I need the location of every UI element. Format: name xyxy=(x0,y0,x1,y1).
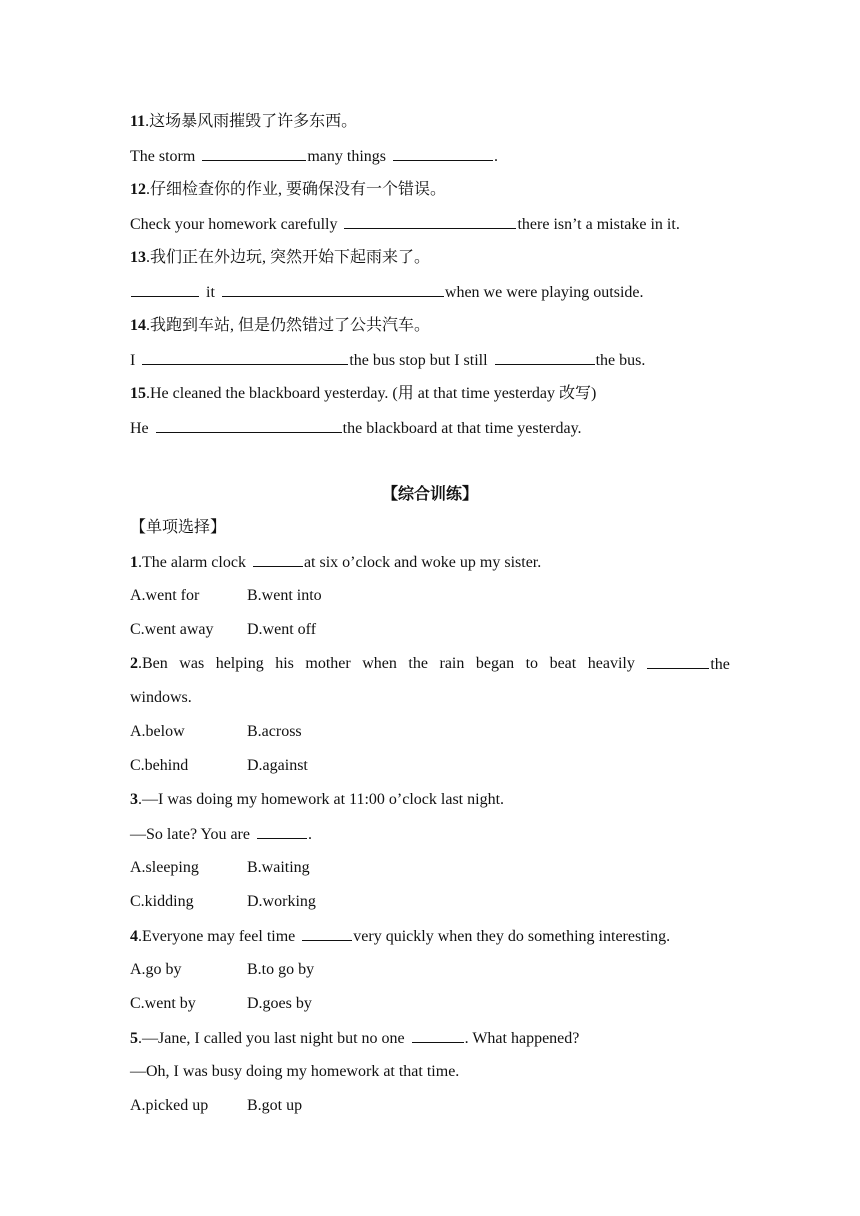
mc2-word: heavily xyxy=(587,655,635,672)
mc3-stem-text-1: .—I was doing my homework at 11:00 o’clock last night. xyxy=(138,791,505,808)
q15-text-2: the blackboard at that time yesterday. xyxy=(342,420,582,437)
mc2-blank-group xyxy=(646,654,730,675)
mc5-stem-text-1: .—Jane, I called you last night but no one xyxy=(138,1030,405,1047)
mc5-blank[interactable] xyxy=(412,1028,464,1043)
mc2-word: beat xyxy=(549,655,577,672)
mc4-option-a[interactable]: A.go by xyxy=(130,961,182,978)
mc5-stem-text-2: . What happened? xyxy=(464,1030,580,1047)
section-title: 【综合训练】 xyxy=(381,486,478,503)
subsection-title: 【单项选择】 xyxy=(130,519,227,536)
mc2-options-row-1 xyxy=(130,722,730,742)
mc1-option-a[interactable]: A.went for xyxy=(130,587,200,604)
q11-text-1: The storm xyxy=(130,148,196,165)
q13-prompt xyxy=(130,248,730,268)
mc3-options-row-2 xyxy=(130,892,730,912)
q12-number: 12 xyxy=(130,181,146,198)
mc2-option-a[interactable]: A.below xyxy=(130,723,185,740)
q11-chinese: .这场暴风雨摧毁了许多东西。 xyxy=(145,113,358,130)
q12-text-1: Check your homework carefully xyxy=(130,216,338,233)
q15-answer-line xyxy=(130,418,730,439)
q13-text-2: when we were playing outside. xyxy=(444,284,644,301)
q15-text: .He cleaned the blackboard yesterday. (用 at that time yesterday 改写) xyxy=(146,385,597,402)
q11-blank-2[interactable] xyxy=(393,146,493,161)
mc1-stem-text-1: .The alarm clock xyxy=(138,554,246,571)
mc3-blank[interactable] xyxy=(257,824,307,839)
mc3-number: 3 xyxy=(130,791,138,808)
q11-text-3: . xyxy=(494,148,498,165)
mc4-options-row-2 xyxy=(130,994,730,1014)
mc2-word: mother xyxy=(305,655,351,672)
q14-blank-2[interactable] xyxy=(495,350,595,365)
mc3-reply-end: . xyxy=(307,826,312,843)
q14-text-1: I xyxy=(130,352,136,369)
q14-prompt xyxy=(130,316,730,336)
mc2-options-row-2 xyxy=(130,756,730,776)
mc4-blank[interactable] xyxy=(302,926,352,941)
q12-answer-line xyxy=(130,214,730,235)
mc1-blank[interactable] xyxy=(253,552,303,567)
mc2-word-the: the xyxy=(710,656,730,673)
mc2-word: was xyxy=(179,655,205,672)
q15-blank-1[interactable] xyxy=(156,418,342,433)
q12-blank-1[interactable] xyxy=(344,214,516,229)
mc2-first-word: 2.Ben xyxy=(130,655,168,672)
mc3-options-row-1 xyxy=(130,858,730,878)
q13-number: 13 xyxy=(130,249,146,266)
mc3-reply xyxy=(130,824,730,845)
mc4-stem xyxy=(130,926,730,947)
mc3-option-c[interactable]: C.kidding xyxy=(130,893,194,910)
mc5-number: 5 xyxy=(130,1030,138,1047)
mc2-option-b[interactable]: B.across xyxy=(247,723,302,740)
mc2-option-d[interactable]: D.against xyxy=(247,757,308,774)
mc5-option-b[interactable]: B.got up xyxy=(247,1097,303,1114)
mc2-option-c[interactable]: C.behind xyxy=(130,757,189,774)
q12-prompt xyxy=(130,180,730,200)
mc2-word: when xyxy=(362,655,397,672)
q11-number: 11 xyxy=(130,113,146,130)
mc2-number: 2 xyxy=(130,655,138,672)
mc4-number: 4 xyxy=(130,928,138,945)
q12-text-2: there isn’t a mistake in it. xyxy=(517,216,680,233)
mc4-option-d[interactable]: D.goes by xyxy=(247,995,312,1012)
mc5-stem xyxy=(130,1028,730,1049)
q15-prompt xyxy=(130,384,730,404)
q11-answer-line xyxy=(130,146,730,167)
mc1-number: 1 xyxy=(130,554,138,571)
q11-blank-1[interactable] xyxy=(202,146,306,161)
mc3-reply-text: —So late? You are xyxy=(130,826,250,843)
mc2-blank[interactable] xyxy=(647,654,709,669)
mc5-options-row-1 xyxy=(130,1096,730,1116)
q13-text-1: it xyxy=(206,284,215,301)
q13-blank-2[interactable] xyxy=(222,282,444,297)
q12-chinese: .仔细检查你的作业, 要确保没有一个错误。 xyxy=(146,181,447,198)
mc4-options-row-1 xyxy=(130,960,730,980)
mc4-option-c[interactable]: C.went by xyxy=(130,995,196,1012)
mc3-option-d[interactable]: D.working xyxy=(247,893,316,910)
mc4-option-b[interactable]: B.to go by xyxy=(247,961,315,978)
q15-text-1: He xyxy=(130,420,149,437)
mc1-options-row-1 xyxy=(130,586,730,606)
mc4-stem-text-2: very quickly when they do something interesting. xyxy=(353,928,671,945)
q13-chinese: .我们正在外边玩, 突然开始下起雨来了。 xyxy=(146,249,431,266)
mc2-stem-cont: windows. xyxy=(130,689,192,706)
q11-text-2: many things xyxy=(307,148,386,165)
q14-blank-1[interactable] xyxy=(142,350,348,365)
q11-prompt xyxy=(130,112,730,132)
mc2-word: Ben xyxy=(142,655,168,672)
mc2-word: rain xyxy=(439,655,465,672)
q14-text-2: the bus stop but I still xyxy=(349,352,488,369)
mc1-stem-text-2: at six o’clock and woke up my sister. xyxy=(303,554,542,571)
mc2-word: to xyxy=(525,655,539,672)
mc3-option-a[interactable]: A.sleeping xyxy=(130,859,199,876)
mc2-word: the xyxy=(408,655,428,672)
q13-blank-1[interactable] xyxy=(131,282,199,297)
mc2-word: his xyxy=(275,655,294,672)
q14-number: 14 xyxy=(130,317,146,334)
mc4-stem-text-1: .Everyone may feel time xyxy=(138,928,296,945)
q14-text-3: the bus. xyxy=(595,352,646,369)
mc2-word: began xyxy=(475,655,515,672)
mc1-stem xyxy=(130,552,730,573)
mc2-word: helping xyxy=(215,655,264,672)
mc5-option-a[interactable]: A.picked up xyxy=(130,1097,209,1114)
mc2-stem xyxy=(130,654,730,675)
q14-answer-line xyxy=(130,350,730,371)
mc3-option-b[interactable]: B.waiting xyxy=(247,859,310,876)
q13-answer-line xyxy=(130,282,730,303)
mc5-reply: —Oh, I was busy doing my homework at that time. xyxy=(130,1063,460,1080)
mc1-option-d[interactable]: D.went off xyxy=(247,621,317,638)
mc1-option-b[interactable]: B.went into xyxy=(247,587,322,604)
mc1-option-c[interactable]: C.went away xyxy=(130,621,214,638)
mc1-options-row-2 xyxy=(130,620,730,640)
mc3-stem xyxy=(130,790,730,810)
q14-chinese: .我跑到车站, 但是仍然错过了公共汽车。 xyxy=(146,317,431,334)
q15-number: 15 xyxy=(130,385,146,402)
